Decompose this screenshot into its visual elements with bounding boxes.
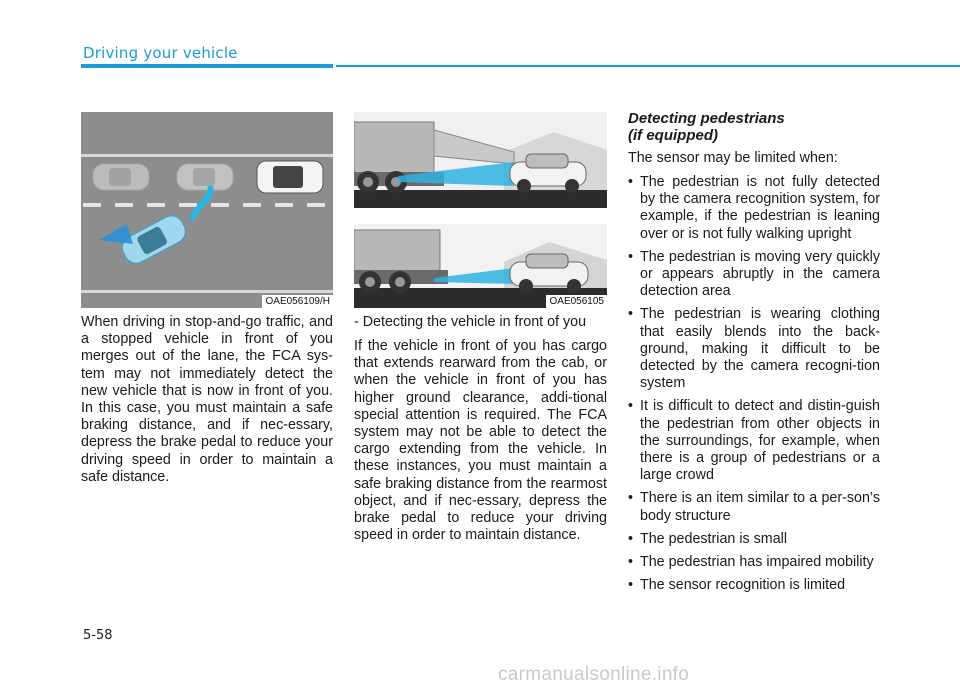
heading-line-1: Detecting pedestrians [628,110,785,127]
list-item [628,490,880,524]
list-item-text: The pedestrian is wearing clothing that easily blends into the back-ground, making it difficult to be detected by the camera recogni-tion system [640,306,880,392]
list-item-text: There is an item similar to a per-son’s body structure [640,490,880,524]
list-item [628,174,880,243]
list-item [628,249,880,301]
figure-code: OAE056109/H [262,295,334,308]
list-item [628,531,880,548]
bullet-icon: • [628,248,634,265]
front-vehicle [257,161,323,193]
list-item-text: The sensor recognition is limited [640,577,846,594]
figure-truck-cargo [354,112,607,308]
page-number: 5-58 [83,628,113,643]
list-item-text: It is difficult to detect and distin-guish the pedestrian from other objects in the surroundings, for example, when there is a group of pedestrians or a large crowd [640,398,880,484]
list-item [628,577,880,594]
section-title: Driving your vehicle [83,44,238,62]
bullet-icon: • [628,174,634,190]
bullet-icon: • [628,306,634,323]
list-item-text: The pedestrian is not fully detected by the camera recognition system, for example, if the pedestrian is leaning over or is not fully walking upright [640,174,880,242]
middle-paragraph: If the vehicle in front of you has cargo that extends rearward from the cab, or when the vehicle in front of you has higher ground clearance, addi-tional special attention is required. The FCA system may not be able to detect the cargo extending from the vehicle. In these instances, you must maintain a safe braking distance from the rearmost object, and if nec-essary, depress the brake pedal to reduce your driving speed in order to maintain distance. [354,338,607,544]
heading-line-2: (if equipped) [628,127,718,144]
figure-code: OAE056105 [546,295,608,308]
bullet-icon: • [628,398,634,415]
list-item-text: The pedestrian has impaired mobility [640,554,874,571]
middle-caption: - Detecting the vehicle in front of you [354,314,587,330]
bullet-icon: • [628,490,634,507]
watermark: carmanualsonline.info [498,664,690,685]
left-paragraph: When driving in stop-and-go traffic, and a stopped vehicle in front of you merges out of the lane, the FCA sys-tem may not immediately detect the new vehicle that is now in front of you. In this case, you must maintain a safe braking distance, and if nec-essary, depress the brake pedal to reduce your driving speed in order to maintain a safe distance. [81,314,333,485]
figure-lane-merge [81,112,333,308]
truck-cargo-illustration [354,112,607,308]
pedestrian-heading [628,110,888,144]
lane-merge-illustration [81,112,333,308]
limitation-list [628,174,880,600]
list-item [628,306,880,392]
header-rule-thick [81,64,333,68]
list-item [628,554,880,571]
bullet-icon: • [628,577,634,594]
ghost-car-left [93,164,149,190]
pedestrian-intro: The sensor may be limited when: [628,150,838,166]
bullet-icon: • [628,530,634,547]
list-item-text: The pedestrian is moving very quickly or appears abruptly in the camera detection area [640,248,880,300]
list-item [628,398,880,484]
ghost-car-mid [177,164,233,190]
header-rule-thin [336,65,960,67]
list-item-text: The pedestrian is small [640,530,788,547]
bullet-icon: • [628,554,634,571]
